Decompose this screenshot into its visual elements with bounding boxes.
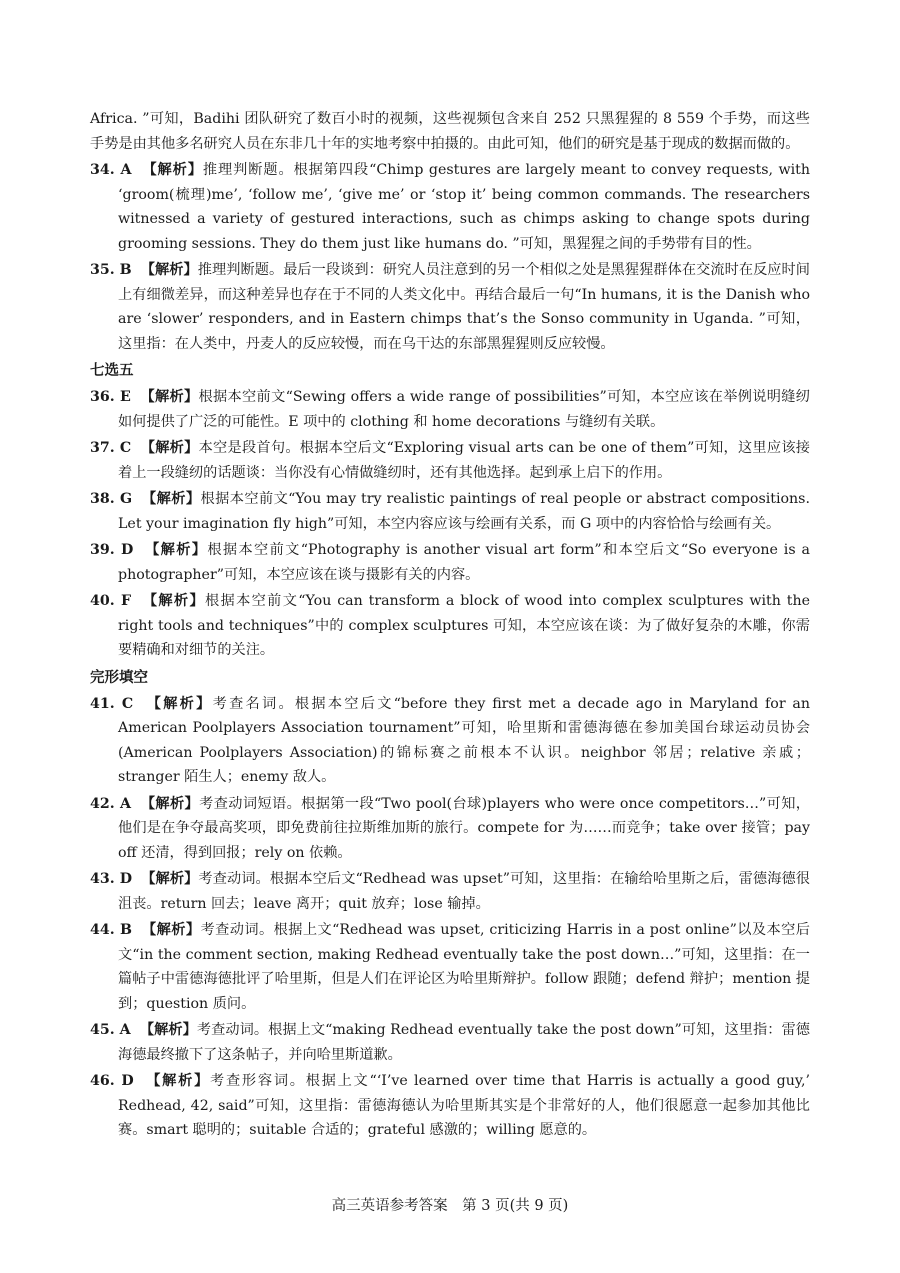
reading-answers (90, 158, 810, 356)
answer-text: 考查名词。根据本空后文“before they first met a decade ago in Maryland for an American Poolplayers Association tournament”可知，哈里斯和雷德海德在参加美国台球运动员协会(American Poolplayers Association)的锦标赛之前根本不认识。neighbor 邻居；relative 亲戚；stranger 陌生人；enemy 敌人。 (118, 695, 810, 785)
answer-page (90, 107, 810, 1145)
answer-item (90, 589, 810, 663)
answer-item (90, 487, 810, 536)
answer-number: 34. A (90, 162, 132, 178)
answer-text: 考查动词。根据上文“making Redhead eventually take the post down”可知，这里指：雷德海德最终撤下了这条帖子，并向哈里斯道歉。 (118, 1022, 810, 1063)
answer-number: 46. D (90, 1073, 134, 1089)
answer-number: 45. A (90, 1022, 131, 1038)
answer-item (90, 867, 810, 916)
continuation-paragraph: Africa. ”可知，Badihi 团队研究了数百小时的视频，这些视频包含来自 252 只黑猩猩的 8 559 个手势，而这些手势是由其他多名研究人员在东非几十年的实地考察中拍摄的。由此可知，他们的研究是基于现成的数据而做的。 (90, 111, 810, 152)
answer-number: 41. C (90, 695, 134, 712)
answer-text: 根据本空前文“Photography is another visual art form”和本空后文“So everyone is a photographer”可知，本空应该在谈与摄影有关的内容。 (118, 542, 810, 583)
answer-number: 35. B (90, 262, 132, 278)
analysis-tag: 【解析】 (141, 922, 201, 938)
answer-item (90, 258, 810, 356)
answer-item (90, 918, 810, 1016)
analysis-tag: 【解析】 (140, 262, 198, 278)
answer-text: 考查动词。根据本空后文“Redhead was upset”可知，这里指：在输给哈里斯之后，雷德海德很沮丧。return 回去；leave 离开；quit 放弃；lose 输掉。 (118, 871, 810, 912)
analysis-tag: 【解析】 (140, 389, 199, 405)
analysis-tag: 【解析】 (145, 542, 208, 558)
answer-number: 40. F (90, 593, 132, 609)
page-footer: 高三英语参考答案 第 3 页(共 9 页) (331, 1198, 569, 1214)
answer-text: 考查形容词。根据上文“‘I’ve learned over time that Harris is actually a good guy,’ Redhead, 42, said”可知，这里指：雷德海德认为哈里斯其实是个非常好的人，他们很愿意一起参加其他比赛。smart 聪明的；suitable 合适的；grateful 感激的；willing 愿意的。 (118, 1073, 810, 1138)
answer-item (90, 385, 810, 434)
analysis-tag: 【解析】 (142, 162, 203, 178)
answer-number: 42. A (90, 795, 132, 812)
answer-text: 考查动词。根据上文“Redhead was upset, criticizing Harris in a post online”以及本空后文“in the comment section, making Redhead eventually take the post down…”可知，这里指：在一篇帖子中雷德海德批评了哈里斯，但是人们在评论区为哈里斯辩护。follow 跟随；defend 辩护；mention 提到；question 质问。 (118, 922, 810, 1012)
answer-text: 推理判断题。最后一段谈到：研究人员注意到的另一个相似之处是黑猩猩群体在交流时在反应时间上有细微差异，而这种差异也存在于不同的人类文化中。再结合最后一句“In humans, it is the Danish who are ‘slower’ responders, and in Eastern chimps that’s the Sonso community in Uganda. ”可知，这里指：在人类中，丹麦人的反应较慢，而在乌干达的东部黑猩猩则反应较慢。 (118, 262, 810, 352)
cloze-answers (90, 692, 810, 1143)
answer-number: 43. D (90, 871, 133, 887)
analysis-tag: 【解析】 (140, 795, 200, 812)
answer-text: 根据本空前文“You may try realistic paintings of real people or abstract compositions. Let your imagination fly high”可知，本空内容应该与绘画有关系，而 G 项中的内容恰恰与绘画有关。 (118, 491, 810, 532)
analysis-tag: 【解析】 (141, 871, 199, 887)
analysis-tag: 【解析】 (139, 1022, 197, 1038)
answer-item (90, 538, 810, 587)
section-heading-qixuanwu: 七选五 (90, 362, 134, 379)
answer-number: 39. D (90, 542, 134, 558)
answer-text: 根据本空前文“You can transform a block of wood into complex sculptures with the right tools and techniques”中的 complex sculptures 可知，本空应该在谈：为了做好复杂的木雕，你需要精确和对细节的关注。 (118, 593, 810, 658)
answer-text: 考查动词短语。根据第一段“Two pool(台球)players who were once competitors…”可知，他们是在争夺最高奖项，即免费前往拉斯维加斯的旅行。compete for 为……而竞争；take over 接管；pay off 还清，得到回报；rely on 依赖。 (118, 795, 810, 861)
answer-number: 38. G (90, 491, 133, 507)
answer-item (90, 436, 810, 485)
answer-item (90, 1069, 810, 1143)
answer-text: 推理判断题。根据第四段“Chimp gestures are largely meant to convey requests, with ‘groom(梳理)me’, ‘follow me’, ‘give me’ or ‘stop it’ being common commands. The researchers witnessed a variety of gestured interactions, such as chimps asking to change spots during grooming sessions. They do them just like humans do. ”可知，黑猩猩之间的手势带有目的性。 (118, 162, 810, 252)
answer-text: 根据本空前文“Sewing offers a wide range of possibilities”可知，本空应该在举例说明缝纫如何提供了广泛的可能性。E 项中的 clothing 和 home decorations 与缝纫有关联。 (118, 389, 810, 430)
answer-number: 36. E (90, 389, 131, 405)
analysis-tag: 【解析】 (146, 1073, 211, 1089)
seven-choose-five-answers (90, 385, 810, 663)
answer-number: 37. C (90, 440, 132, 456)
answer-item (90, 1018, 810, 1067)
analysis-tag: 【解析】 (146, 695, 213, 712)
section-heading-wanxing: 完形填空 (90, 668, 148, 686)
analysis-tag: 【解析】 (142, 491, 201, 507)
analysis-tag: 【解析】 (142, 593, 205, 609)
answer-item (90, 158, 810, 256)
analysis-tag: 【解析】 (140, 440, 199, 456)
answer-number: 44. B (90, 922, 133, 938)
answer-item (90, 692, 810, 790)
answer-text: 本空是段首句。根据本空后文“Exploring visual arts can be one of them”可知，这里应该接着上一段缝纫的话题谈：当你没有心情做缝纫时，还有其他选择。起到承上启下的作用。 (118, 440, 810, 481)
answer-item (90, 792, 810, 866)
